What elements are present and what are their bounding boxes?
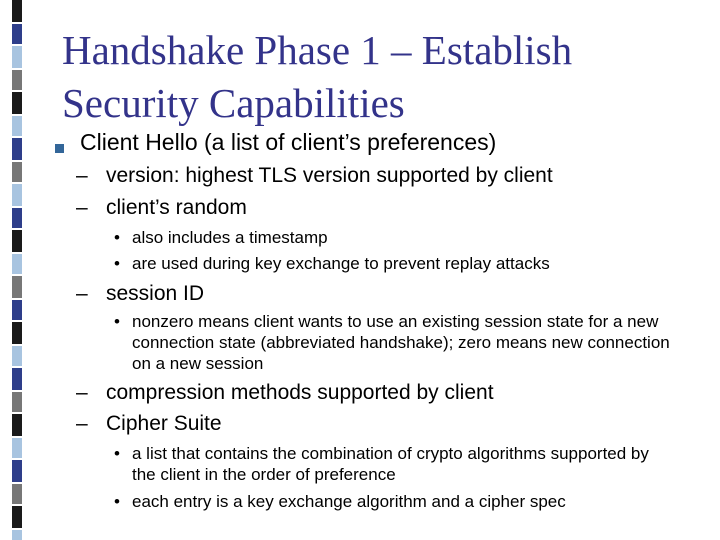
square-bullet-icon [55, 144, 64, 153]
subitem-cipher-list: • a list that contains the combination of crypto algorithms supported by the client in the order of preference [114, 444, 649, 484]
subitem-session-nonzero: • nonzero means client wants to use an existing session state for a new connection state (abbreviated handshake); zero means new connection on a new session [114, 312, 670, 373]
decorative-left-strip [0, 0, 22, 540]
dot-bullet-icon: • [114, 228, 120, 247]
item-session-id: – session ID [76, 282, 205, 305]
item-version: – version: highest TLS version supported by client [76, 164, 553, 187]
subitem-replay: • are used during key exchange to prevent replay attacks [114, 254, 550, 273]
item-cipher-suite: – Cipher Suite [76, 412, 222, 435]
subitem-cipher-entry: • each entry is a key exchange algorithm and a cipher spec [114, 492, 566, 511]
dash-icon: – [76, 164, 88, 187]
item-client-random: – client’s random [76, 196, 247, 219]
slide-title-line-1: Handshake Phase 1 – Establish [62, 27, 573, 73]
bullet-client-hello: Client Hello (a list of client’s preferences) [80, 129, 497, 155]
dash-icon: – [76, 412, 88, 435]
slide-title [62, 24, 702, 130]
dash-icon: – [76, 282, 88, 305]
item-compression: – compression methods supported by client [76, 381, 494, 404]
subitem-timestamp: • also includes a timestamp [114, 228, 328, 247]
dash-icon: – [76, 196, 88, 219]
dot-bullet-icon: • [114, 444, 120, 463]
slide-title-line-2: Security Capabilities [62, 80, 405, 126]
dash-icon: – [76, 381, 88, 404]
dot-bullet-icon: • [114, 254, 120, 273]
dot-bullet-icon: • [114, 312, 120, 331]
dot-bullet-icon: • [114, 492, 120, 511]
